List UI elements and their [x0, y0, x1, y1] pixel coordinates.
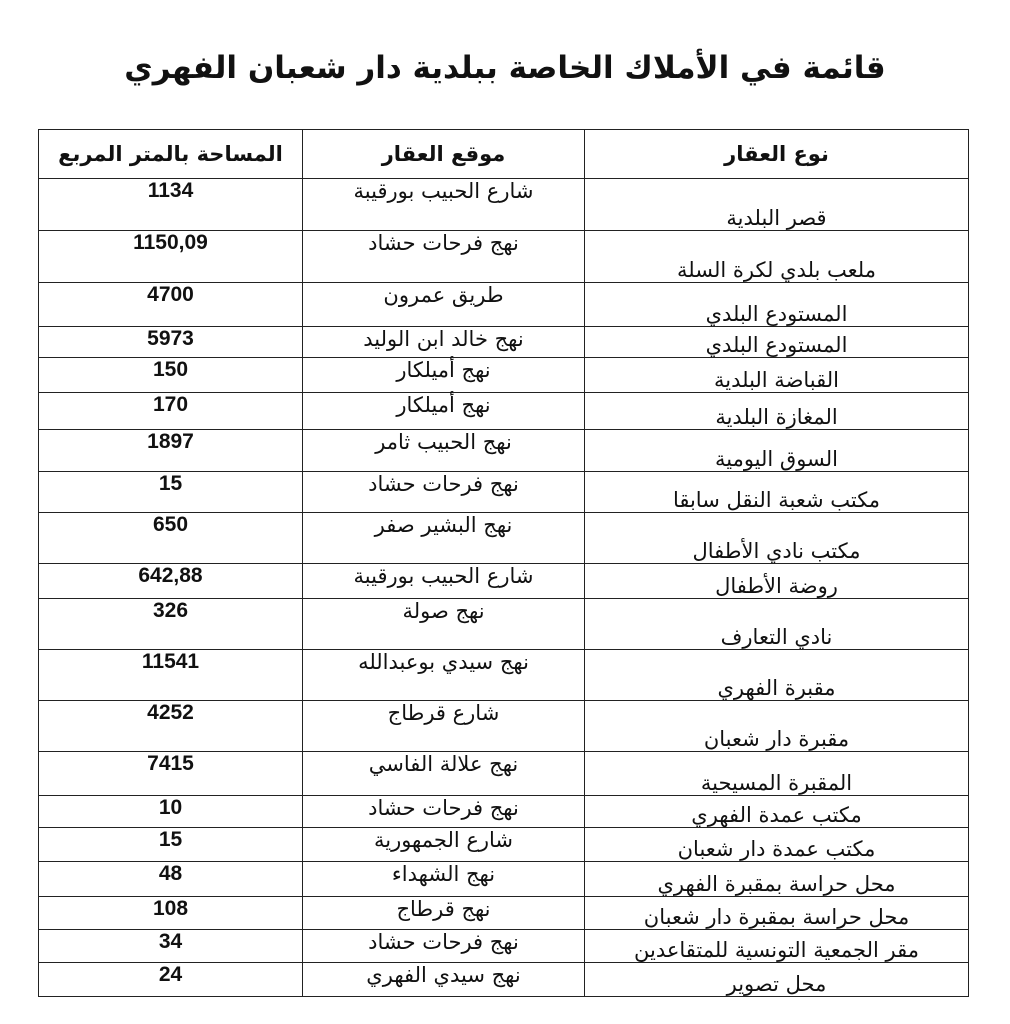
- cell-type: مقبرة الفهري: [585, 650, 969, 701]
- cell-location: نهج الشهداء: [303, 862, 585, 897]
- cell-location: نهج البشير صفر: [303, 513, 585, 564]
- table-row: [39, 179, 969, 231]
- cell-location: نهج فرحات حشاد: [303, 472, 585, 513]
- properties-table: [38, 129, 969, 997]
- cell-area: 642,88: [39, 564, 303, 599]
- cell-location: شارع الحبيب بورقيبة: [303, 179, 585, 231]
- table-row: [39, 650, 969, 701]
- table-row: [39, 564, 969, 599]
- cell-type: محل حراسة بمقبرة دار شعبان: [585, 897, 969, 930]
- cell-type: المغازة البلدية: [585, 393, 969, 430]
- table-row: [39, 701, 969, 752]
- table-row: [39, 231, 969, 283]
- cell-area: 7415: [39, 752, 303, 796]
- header-location: موقع العقار: [303, 130, 585, 179]
- table-row: [39, 513, 969, 564]
- cell-type: مقر الجمعية التونسية للمتقاعدين: [585, 930, 969, 963]
- cell-type: مكتب عمدة الفهري: [585, 796, 969, 828]
- cell-type: مكتب شعبة النقل سابقا: [585, 472, 969, 513]
- table-row: [39, 862, 969, 897]
- cell-area: 1897: [39, 430, 303, 472]
- cell-type: ملعب بلدي لكرة السلة: [585, 231, 969, 283]
- cell-location: شارع قرطاج: [303, 701, 585, 752]
- cell-area: 48: [39, 862, 303, 897]
- table-row: [39, 930, 969, 963]
- cell-area: 1150,09: [39, 231, 303, 283]
- cell-area: 15: [39, 472, 303, 513]
- cell-location: نهج أميلكار: [303, 358, 585, 393]
- cell-area: 10: [39, 796, 303, 828]
- cell-location: شارع الجمهورية: [303, 828, 585, 862]
- cell-area: 650: [39, 513, 303, 564]
- cell-type: مقبرة دار شعبان: [585, 701, 969, 752]
- cell-location: نهج فرحات حشاد: [303, 796, 585, 828]
- cell-type: قصر البلدية: [585, 179, 969, 231]
- cell-area: 15: [39, 828, 303, 862]
- cell-type: نادي التعارف: [585, 599, 969, 650]
- table-row: [39, 327, 969, 358]
- table-row: [39, 796, 969, 828]
- page-title: قائمة في الأملاك الخاصة ببلدية دار شعبان الفهري: [124, 50, 886, 86]
- header-area: المساحة بالمتر المربع: [39, 130, 303, 179]
- cell-area: 11541: [39, 650, 303, 701]
- table-header-row: [39, 130, 969, 179]
- cell-area: 24: [39, 963, 303, 997]
- cell-location: نهج سيدي الفهري: [303, 963, 585, 997]
- table-row: [39, 472, 969, 513]
- cell-location: نهج سيدي بوعبدالله: [303, 650, 585, 701]
- cell-location: شارع الحبيب بورقيبة: [303, 564, 585, 599]
- cell-area: 4252: [39, 701, 303, 752]
- table-row: [39, 828, 969, 862]
- cell-area: 326: [39, 599, 303, 650]
- cell-area: 5973: [39, 327, 303, 358]
- cell-type: محل حراسة بمقبرة الفهري: [585, 862, 969, 897]
- table-row: [39, 752, 969, 796]
- cell-location: طريق عمرون: [303, 283, 585, 327]
- table-row: [39, 358, 969, 393]
- cell-area: 108: [39, 897, 303, 930]
- cell-area: 34: [39, 930, 303, 963]
- cell-type: المقبرة المسيحية: [585, 752, 969, 796]
- cell-location: نهج قرطاج: [303, 897, 585, 930]
- cell-type: روضة الأطفال: [585, 564, 969, 599]
- cell-type: مكتب نادي الأطفال: [585, 513, 969, 564]
- table-row: [39, 430, 969, 472]
- cell-area: 150: [39, 358, 303, 393]
- table-row: [39, 393, 969, 430]
- cell-type: مكتب عمدة دار شعبان: [585, 828, 969, 862]
- cell-location: نهج خالد ابن الوليد: [303, 327, 585, 358]
- cell-location: نهج فرحات حشاد: [303, 930, 585, 963]
- table-row: [39, 283, 969, 327]
- cell-location: نهج فرحات حشاد: [303, 231, 585, 283]
- cell-location: نهج الحبيب ثامر: [303, 430, 585, 472]
- cell-location: نهج صولة: [303, 599, 585, 650]
- cell-location: نهج علالة الفاسي: [303, 752, 585, 796]
- cell-area: 4700: [39, 283, 303, 327]
- table-row: [39, 599, 969, 650]
- cell-type: السوق اليومية: [585, 430, 969, 472]
- cell-location: نهج أميلكار: [303, 393, 585, 430]
- cell-area: 1134: [39, 179, 303, 231]
- cell-type: المستودع البلدي: [585, 327, 969, 358]
- cell-area: 170: [39, 393, 303, 430]
- table-row: [39, 963, 969, 997]
- table-row: [39, 897, 969, 930]
- cell-type: المستودع البلدي: [585, 283, 969, 327]
- cell-type: القباضة البلدية: [585, 358, 969, 393]
- header-type: نوع العقار: [585, 130, 969, 179]
- cell-type: محل تصوير: [585, 963, 969, 997]
